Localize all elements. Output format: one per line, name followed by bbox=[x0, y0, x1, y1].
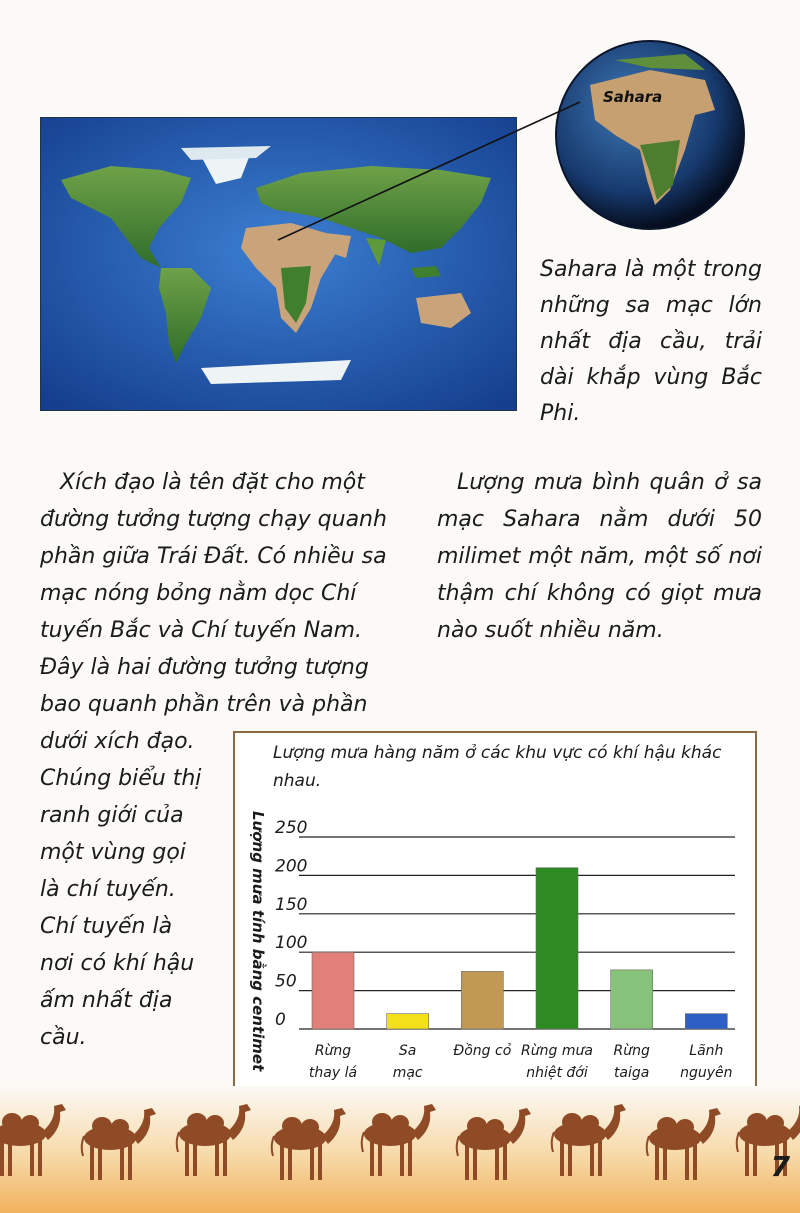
sahara-caption: Sahara là một trong những sa mạc lớn nhất địa cầu, trải dài khắp vùng Bắc Phi. bbox=[540, 257, 762, 426]
camel-caravan-image bbox=[0, 1086, 800, 1213]
bar bbox=[536, 868, 578, 1029]
bar bbox=[685, 1014, 727, 1029]
x-tick-label: Lãnh bbox=[689, 1043, 724, 1059]
y-tick-label: 50 bbox=[275, 971, 297, 992]
equator-paragraph-wide: Xích đạo là tên đặt cho một đường tưởng tượng chạy quanh phần giữa Trái Đất. Có nhiều sa mạc nóng bỏng nằm dọc Chí tuyến Bắc và Chí tuyến Nam. Đây là hai đường tưởng tượng bao quanh phần trên và phần bbox=[40, 470, 387, 717]
bar bbox=[312, 952, 354, 1029]
y-tick-label: 200 bbox=[275, 856, 308, 877]
x-tick-label: nguyên bbox=[680, 1065, 733, 1081]
camel-caravan-illustration bbox=[0, 1086, 800, 1213]
x-tick-label: nhiệt đới bbox=[526, 1065, 588, 1081]
y-axis-label: Lượng mưa tính bằng centimet bbox=[249, 811, 267, 1072]
bar bbox=[611, 970, 653, 1029]
x-tick-label: Sa bbox=[398, 1043, 417, 1059]
rainfall-paragraph: Lượng mưa bình quân ở sa mạc Sahara nằm dưới 50 milimet một năm, một số nơi thậm chí không có giọt mưa nào suốt nhiều năm. bbox=[437, 470, 762, 643]
bar bbox=[461, 971, 503, 1029]
globe-label: Sahara bbox=[603, 88, 663, 106]
chart-title: Lượng mưa hàng năm ở các khu vực có khí hậu khác nhau. bbox=[273, 743, 722, 791]
x-tick-label: Rừng bbox=[314, 1043, 352, 1059]
x-tick-label: thay lá bbox=[308, 1065, 358, 1081]
x-tick-label: mạc bbox=[392, 1065, 423, 1081]
x-tick-label: Đồng cỏ bbox=[453, 1043, 512, 1059]
y-tick-label: 0 bbox=[275, 1010, 286, 1030]
rainfall-chart bbox=[233, 731, 757, 1093]
page-number: 7 bbox=[770, 1150, 790, 1183]
equator-paragraph-narrow: dưới xích đạo. Chúng biểu thị ranh giới của một vùng gọi là chí tuyến. Chí tuyến là nơi có khí hậu ấm nhất địa cầu. bbox=[40, 729, 202, 1050]
world-map bbox=[40, 117, 517, 411]
y-tick-label: 100 bbox=[275, 933, 308, 954]
bar bbox=[387, 1014, 429, 1029]
x-tick-label: Rừng bbox=[613, 1043, 650, 1059]
y-tick-label: 250 bbox=[275, 818, 308, 838]
x-tick-label: taiga bbox=[613, 1065, 650, 1081]
globe bbox=[555, 40, 745, 230]
chart-canvas bbox=[235, 733, 755, 1091]
y-tick-label: 150 bbox=[275, 894, 308, 915]
world-map-image bbox=[41, 118, 517, 411]
x-tick-label: Rừng mưa bbox=[521, 1043, 593, 1059]
globe-image bbox=[555, 40, 745, 230]
